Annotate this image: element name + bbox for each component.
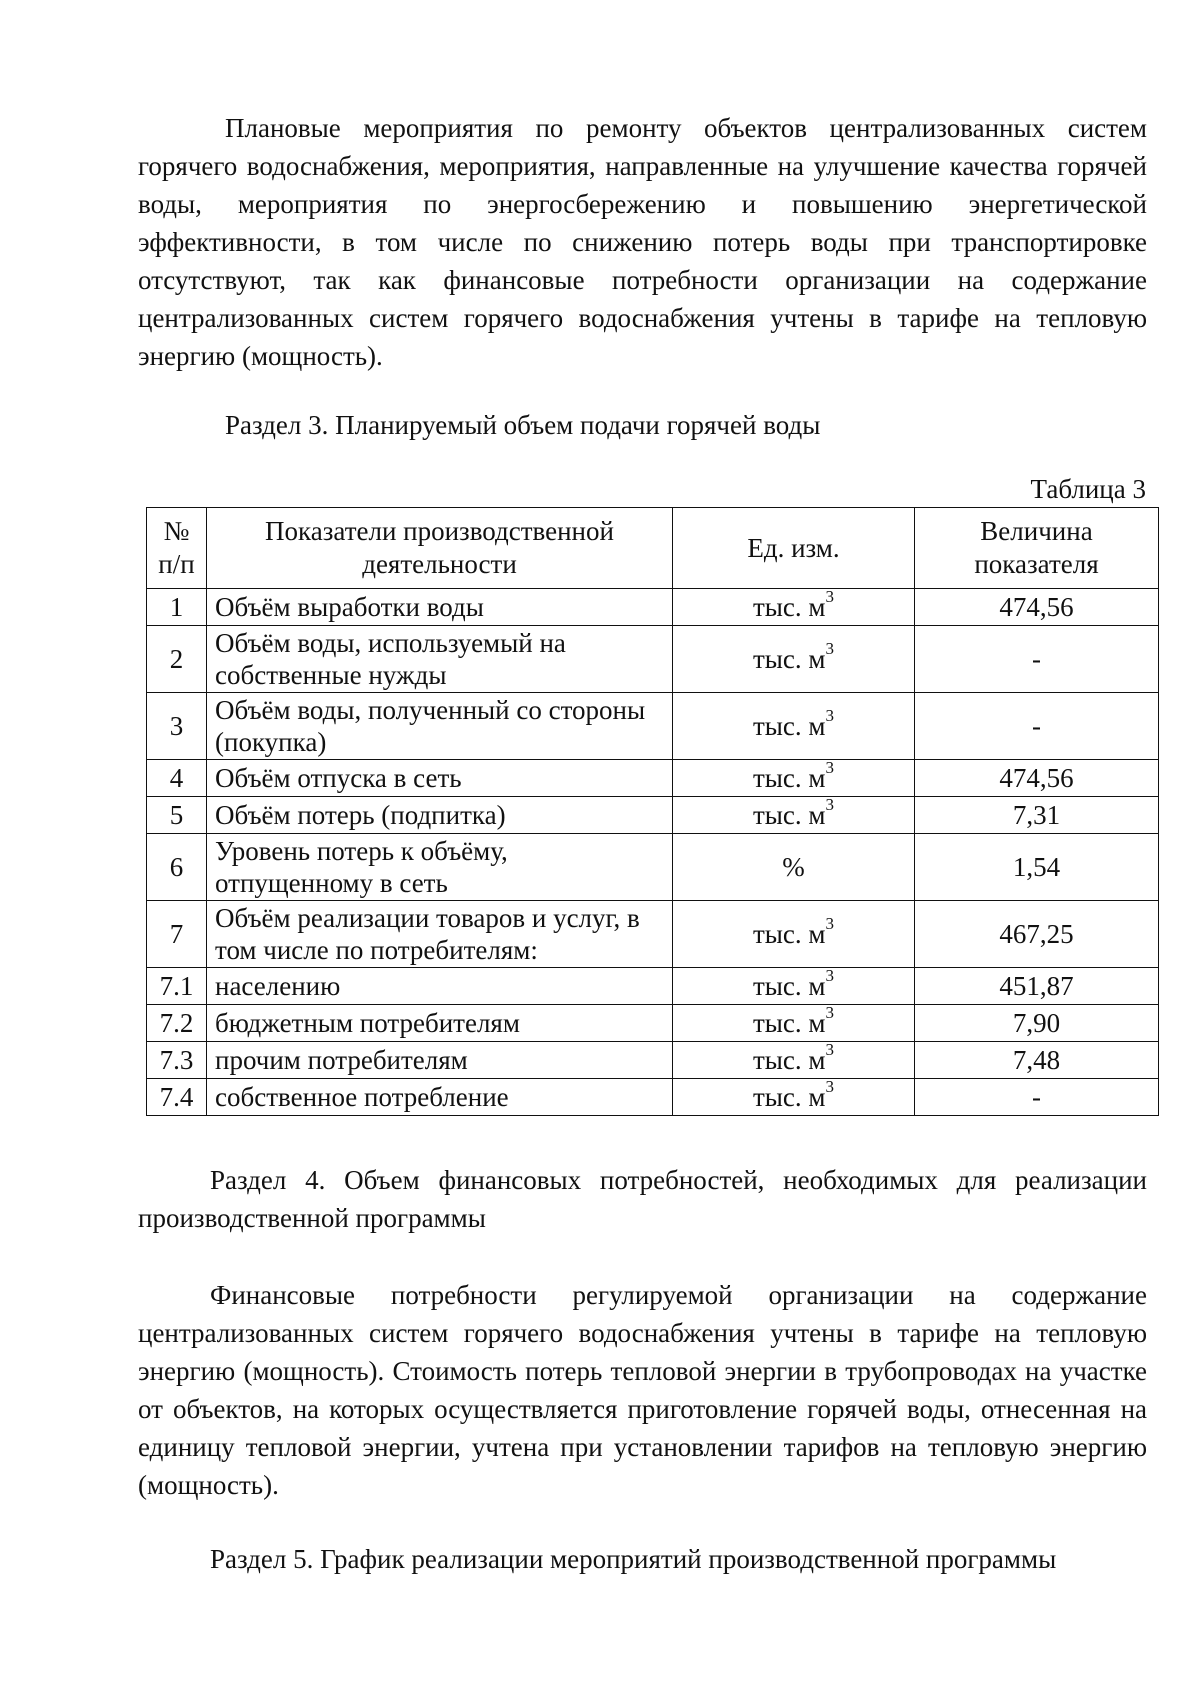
row-indicator: Объём воды, используемый на собственные нужды	[207, 626, 673, 693]
row-unit	[673, 1079, 915, 1116]
table-caption: Таблица 3	[1030, 474, 1146, 504]
row-indicator: Уровень потерь к объёму, отпущенному в сеть	[207, 834, 673, 901]
row-number: 6	[147, 834, 207, 901]
row-indicator: прочим потребителям	[207, 1042, 673, 1079]
table-row	[147, 1005, 1159, 1042]
unit-exponent: 3	[825, 758, 834, 777]
row-number: 7.1	[147, 968, 207, 1005]
header-indicator-line1: Показатели производственной	[265, 516, 614, 546]
row-unit	[673, 626, 915, 693]
hot-water-volume-table	[146, 507, 1159, 1116]
row-indicator: собственное потребление	[207, 1079, 673, 1116]
section-5-heading: Раздел 5. График реализации мероприятий производственной программы	[210, 1544, 1057, 1574]
row-unit	[673, 797, 915, 834]
row-number: 5	[147, 797, 207, 834]
header-indicator-line2: деятельности	[362, 549, 517, 579]
table-row	[147, 968, 1159, 1005]
row-indicator: населению	[207, 968, 673, 1005]
unit-exponent: 3	[825, 639, 834, 658]
unit-exponent: 3	[825, 587, 834, 606]
paragraph-planned-measures: Плановые мероприятия по ремонту объектов централизованных систем горячего водоснабжения, мероприятия, направленные на улучшение качества горячей воды, мероприятия по энергосбережению и повышению энергетической эффективности, в том числе по снижению потерь воды при транспортировке отсутствуют, так как финансовые потребности организации на содержание централизованных систем горячего водоснабжения учтены в тарифе на тепловую энергию (мощность).	[138, 113, 1147, 371]
row-value: 1,54	[915, 834, 1159, 901]
row-value: 467,25	[915, 901, 1159, 968]
row-indicator: бюджетным потребителям	[207, 1005, 673, 1042]
header-value	[915, 508, 1159, 589]
row-value: 7,90	[915, 1005, 1159, 1042]
row-value: 451,87	[915, 968, 1159, 1005]
row-unit	[673, 1005, 915, 1042]
row-indicator: Объём отпуска в сеть	[207, 760, 673, 797]
unit-exponent: 3	[825, 966, 834, 985]
unit-base: тыс. м	[752, 644, 826, 674]
table-row	[147, 1042, 1159, 1079]
header-number-line1: №	[163, 516, 190, 546]
table-row	[147, 589, 1159, 626]
row-unit	[673, 968, 915, 1005]
paragraph-financial-needs: Финансовые потребности регулируемой организации на содержание централизованных систем горячего водоснабжения учтены в тарифе на тепловую энергию (мощность). Стоимость потерь тепловой энергии в трубопроводах на участке от объектов, на которых осуществляется приготовление горячей воды, отнесенная на единицу тепловой энергии, учтена при установлении тарифов на тепловую энергию (мощность).	[138, 1280, 1147, 1500]
unit-base: тыс. м	[752, 1008, 826, 1038]
unit-exponent: 3	[825, 1003, 834, 1022]
unit-exponent: 3	[825, 1077, 834, 1096]
row-number: 7.3	[147, 1042, 207, 1079]
row-unit	[673, 901, 915, 968]
unit-percent: %	[782, 852, 805, 882]
row-unit	[673, 834, 915, 901]
row-indicator: Объём реализации товаров и услуг, в том числе по потребителям:	[207, 901, 673, 968]
row-unit	[673, 760, 915, 797]
row-value: 474,56	[915, 760, 1159, 797]
table-row	[147, 760, 1159, 797]
unit-base: тыс. м	[752, 763, 826, 793]
row-number: 1	[147, 589, 207, 626]
row-indicator: Объём выработки воды	[207, 589, 673, 626]
table-body	[147, 589, 1159, 1116]
row-number: 7.2	[147, 1005, 207, 1042]
table-row	[147, 901, 1159, 968]
row-value: -	[915, 693, 1159, 760]
table-row	[147, 834, 1159, 901]
row-unit	[673, 693, 915, 760]
row-number: 4	[147, 760, 207, 797]
unit-base: тыс. м	[752, 1082, 826, 1112]
table-header-row	[147, 508, 1159, 589]
header-value-line2: показателя	[974, 549, 1099, 579]
row-value: -	[915, 1079, 1159, 1116]
header-number	[147, 508, 207, 589]
unit-exponent: 3	[825, 795, 834, 814]
table-row	[147, 626, 1159, 693]
unit-base: тыс. м	[752, 1045, 826, 1075]
row-value: 474,56	[915, 589, 1159, 626]
header-unit: Ед. изм.	[673, 508, 915, 589]
row-indicator: Объём воды, полученный со стороны (покупка)	[207, 693, 673, 760]
table-row	[147, 693, 1159, 760]
row-value: -	[915, 626, 1159, 693]
unit-base: тыс. м	[752, 592, 826, 622]
unit-base: тыс. м	[752, 971, 826, 1001]
unit-exponent: 3	[825, 1040, 834, 1059]
unit-exponent: 3	[825, 914, 834, 933]
row-unit	[673, 1042, 915, 1079]
row-value: 7,48	[915, 1042, 1159, 1079]
unit-exponent: 3	[825, 706, 834, 725]
table-row	[147, 1079, 1159, 1116]
unit-base: тыс. м	[752, 919, 826, 949]
row-number: 3	[147, 693, 207, 760]
row-number: 2	[147, 626, 207, 693]
table-row	[147, 797, 1159, 834]
section-3-heading: Раздел 3. Планируемый объем подачи горячей воды	[225, 410, 821, 440]
section-4-heading: Раздел 4. Объем финансовых потребностей, необходимых для реализации производственной программы	[138, 1165, 1147, 1233]
header-indicator	[207, 508, 673, 589]
row-indicator: Объём потерь (подпитка)	[207, 797, 673, 834]
unit-base: тыс. м	[752, 800, 826, 830]
unit-base: тыс. м	[752, 711, 826, 741]
row-number: 7	[147, 901, 207, 968]
row-number: 7.4	[147, 1079, 207, 1116]
header-number-line2: п/п	[158, 549, 195, 579]
row-unit	[673, 589, 915, 626]
row-value: 7,31	[915, 797, 1159, 834]
header-value-line1: Величина	[980, 516, 1093, 546]
